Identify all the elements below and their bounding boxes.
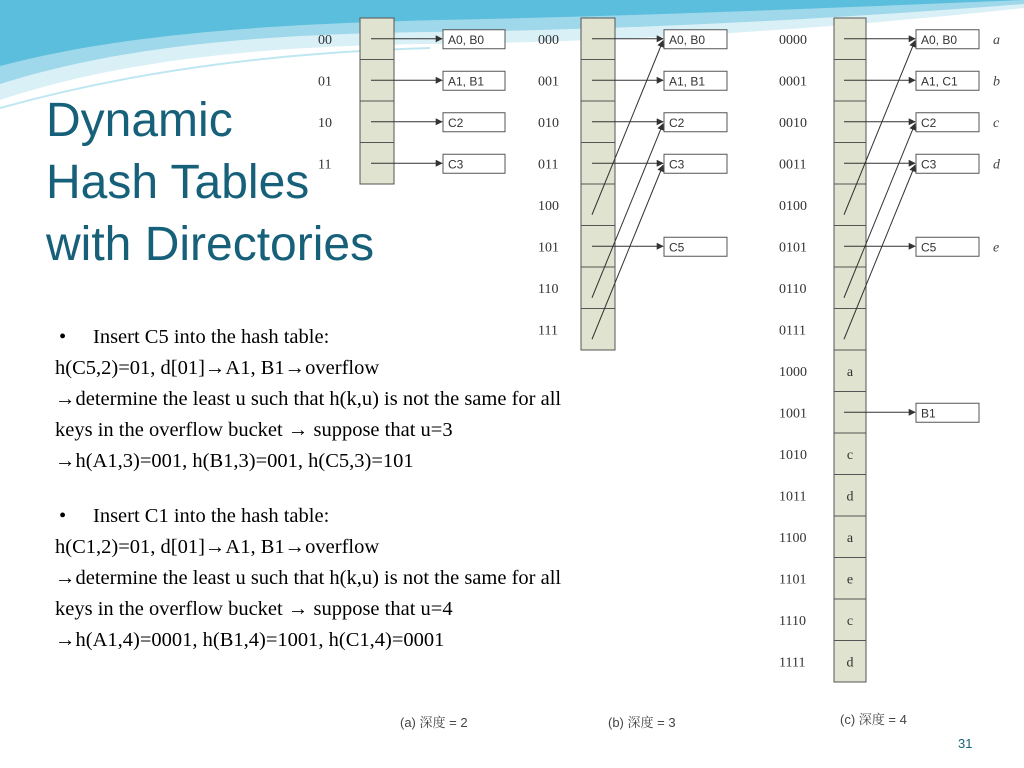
page-number: 31 — [958, 736, 973, 751]
directory-index-label: 0101 — [779, 240, 807, 256]
overflow-bucket-line: keys in the overflow bucket — [55, 419, 288, 441]
directory-index-label: 1000 — [779, 364, 807, 380]
bucket-label: C3 — [448, 157, 464, 172]
directory-cell-key: e — [846, 572, 854, 588]
directory-index-label: 110 — [538, 281, 559, 297]
arrow-icon: → — [204, 536, 226, 558]
directory-index-label: 0111 — [779, 323, 806, 339]
directory-index-label: 01 — [318, 74, 332, 90]
bucket-label: C2 — [669, 115, 685, 130]
directory-cell-key: c — [846, 613, 854, 629]
depth-caption: (b) 深度 = 3 — [608, 715, 676, 730]
bucket-label: B1 — [921, 406, 936, 421]
directory-index-label: 000 — [538, 32, 559, 48]
determine-line: determine the least u such that h(k,u) is not the same for all — [75, 567, 562, 589]
bucket-label: C2 — [921, 115, 937, 130]
arrow-icon: → — [55, 629, 76, 651]
bucket-key-letter: a — [993, 32, 1000, 48]
title-line-3: with Directories — [46, 218, 375, 271]
directory-cell-key: d — [846, 655, 854, 671]
directory-index-label: 0000 — [779, 32, 807, 48]
arrow-icon: → — [287, 598, 309, 620]
directory-cell-key: a — [846, 364, 854, 380]
determine-line: determine the least u such that h(k,u) is not the same for all — [75, 388, 562, 410]
bucket-key-letter: b — [993, 74, 1000, 90]
bucket-key-letter: d — [993, 157, 1000, 173]
directory-cell-key: a — [846, 530, 854, 546]
insert-c5-explanation — [55, 322, 561, 477]
bucket-label: C3 — [921, 157, 937, 172]
hash-c5-line: h(C5,2)=01, d[01] — [55, 357, 205, 379]
directory-index-label: 0110 — [779, 281, 807, 297]
directory-index-label: 0001 — [779, 74, 807, 90]
bucket-key-letter: c — [993, 115, 1000, 131]
directory-index-label: 001 — [538, 74, 559, 90]
bullet: • — [59, 505, 67, 527]
arrow-icon: → — [287, 419, 309, 441]
bucket-label: A0, B0 — [669, 32, 706, 47]
directory-index-label: 1111 — [779, 655, 806, 671]
arrow-icon: → — [55, 388, 76, 410]
insert-c1-explanation — [55, 501, 561, 656]
bucket-label: A0, B0 — [921, 32, 958, 47]
directory-cell-key: c — [846, 447, 854, 463]
insert-c1-heading: Insert C1 into the hash table: — [93, 505, 330, 527]
bullet: • — [59, 326, 67, 348]
rehash-line: h(A1,4)=0001, h(B1,4)=1001, h(C1,4)=0001 — [75, 629, 445, 651]
directory-index-label: 1011 — [779, 489, 807, 505]
directory-index-label: 1001 — [779, 406, 807, 422]
directory-index-label: 1010 — [779, 447, 807, 463]
bucket-contents: A1, B1 — [225, 536, 285, 558]
directory-index-label: 0100 — [779, 198, 807, 214]
directory-index-label: 1101 — [779, 572, 807, 588]
depth-caption: (c) 深度 = 4 — [840, 712, 907, 727]
bucket-label: C3 — [669, 157, 685, 172]
suppose-u-text: suppose that u=3 — [308, 419, 453, 441]
bucket-contents: A1, B1 — [225, 357, 285, 379]
overflow-text: overflow — [305, 357, 380, 379]
bucket-key-letter: e — [993, 240, 1000, 256]
bucket-label: C2 — [448, 115, 464, 130]
overflow-bucket-line: keys in the overflow bucket — [55, 598, 288, 620]
arrow-icon: → — [284, 536, 306, 558]
suppose-u-text: suppose that u=4 — [308, 598, 453, 620]
directory-index-label: 10 — [318, 115, 332, 131]
depth-caption: (a) 深度 = 2 — [400, 715, 468, 730]
directory-index-label: 0011 — [779, 157, 807, 173]
directory-index-label: 101 — [538, 240, 559, 256]
directory-index-label: 100 — [538, 198, 559, 214]
rehash-line: h(A1,3)=001, h(B1,3)=001, h(C5,3)=101 — [75, 450, 414, 472]
hash-c1-line: h(C1,2)=01, d[01] — [55, 536, 205, 558]
bucket-label: A1, C1 — [921, 74, 958, 89]
overflow-text: overflow — [305, 536, 380, 558]
directory-index-label: 0010 — [779, 115, 807, 131]
bucket-label: C5 — [921, 240, 937, 255]
bucket-label: A0, B0 — [448, 32, 485, 47]
directory-index-label: 11 — [318, 157, 332, 173]
directory-index-label: 111 — [538, 323, 558, 339]
directory-index-label: 011 — [538, 157, 559, 173]
directory-index-label: 00 — [318, 32, 332, 48]
directory-index-label: 1100 — [779, 530, 807, 546]
arrow-icon: → — [204, 357, 226, 379]
bucket-label: C5 — [669, 240, 685, 255]
title-line-1: Dynamic — [46, 94, 233, 147]
bucket-label: A1, B1 — [669, 74, 706, 89]
directory-index-label: 010 — [538, 115, 559, 131]
bucket-label: A1, B1 — [448, 74, 485, 89]
arrow-icon: → — [55, 567, 76, 589]
insert-c5-heading: Insert C5 into the hash table: — [93, 326, 330, 348]
title-line-2: Hash Tables — [46, 156, 310, 209]
directory-cell-key: d — [846, 489, 854, 505]
arrow-icon: → — [55, 450, 76, 472]
arrow-icon: → — [284, 357, 306, 379]
directory-index-label: 1110 — [779, 613, 806, 629]
